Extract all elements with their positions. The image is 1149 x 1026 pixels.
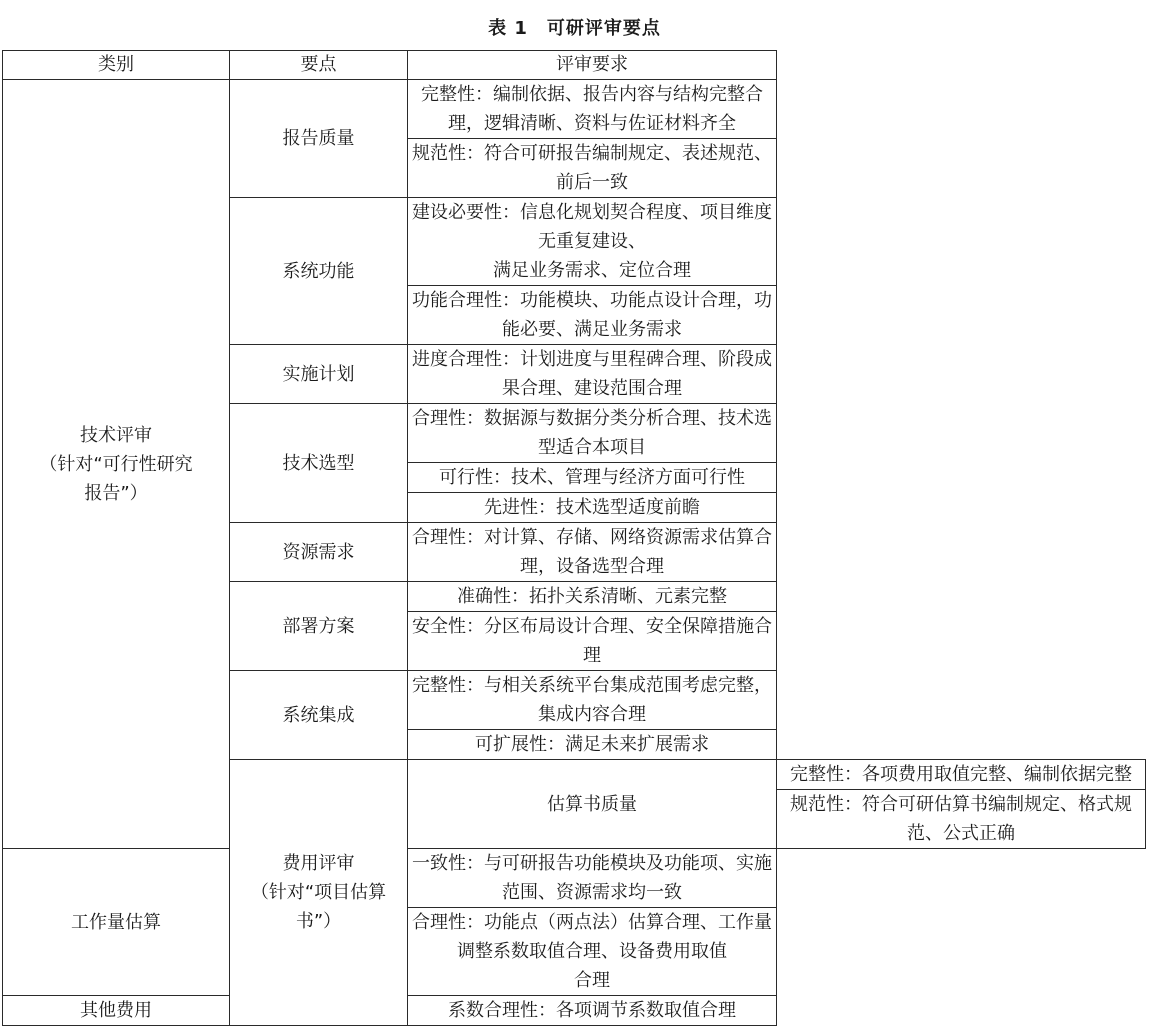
point-cell: 其他费用 xyxy=(3,996,230,1026)
requirement-cell: 规范性：符合可研估算书编制规定、格式规范、公式正确 xyxy=(777,790,1146,849)
requirement-cell: 一致性：与可研报告功能模块及功能项、实施范围、资源需求均一致 xyxy=(408,849,777,908)
review-points-table xyxy=(2,50,1146,1026)
requirement-cell: 进度合理性：计划进度与里程碑合理、阶段成果合理、建设范围合理 xyxy=(408,345,777,404)
point-cell: 系统集成 xyxy=(230,671,408,760)
category-cell-cost xyxy=(230,760,408,1026)
category-scope: （针对“项目估算书”） xyxy=(250,882,387,932)
requirement-cell: 先进性：技术选型适度前瞻 xyxy=(408,493,777,523)
header-requirement: 评审要求 xyxy=(408,51,777,80)
point-cell: 资源需求 xyxy=(230,523,408,582)
requirement-line: 合理性：功能点（两点法）估算合理、工作量调整系数取值合理、设备费用取值 xyxy=(412,912,772,962)
category-cell-technical xyxy=(3,80,230,849)
requirement-cell: 规范性：符合可研报告编制规定、表述规范、前后一致 xyxy=(408,139,777,198)
table-row xyxy=(3,849,1146,908)
header-point: 要点 xyxy=(230,51,408,80)
requirement-line: 建设必要性：信息化规划契合程度、项目维度无重复建设、 xyxy=(412,202,772,252)
requirement-cell: 合理性：对计算、存储、网络资源需求估算合理，设备选型合理 xyxy=(408,523,777,582)
requirement-cell xyxy=(408,908,777,996)
point-cell: 估算书质量 xyxy=(408,760,777,849)
table-header-row xyxy=(3,51,1146,80)
requirement-cell: 可扩展性：满足未来扩展需求 xyxy=(408,730,777,760)
table-caption: 表 1 可研评审要点 xyxy=(488,18,661,39)
table-row xyxy=(3,80,1146,139)
point-cell: 部署方案 xyxy=(230,582,408,671)
table-row xyxy=(3,996,1146,1026)
requirement-cell: 完整性：各项费用取值完整、编制依据完整 xyxy=(777,760,1146,790)
header-category: 类别 xyxy=(3,51,230,80)
requirement-cell: 功能合理性：功能模块、功能点设计合理，功能必要、满足业务需求 xyxy=(408,286,777,345)
point-cell: 系统功能 xyxy=(230,198,408,345)
requirement-cell: 准确性：拓扑关系清晰、元素完整 xyxy=(408,582,777,612)
point-cell: 报告质量 xyxy=(230,80,408,198)
point-cell: 工作量估算 xyxy=(3,849,230,996)
category-scope: （针对“可行性研究 xyxy=(39,453,193,475)
requirement-cell: 合理性：数据源与数据分类分析合理、技术选型适合本项目 xyxy=(408,404,777,463)
category-label: 技术评审 xyxy=(80,424,152,446)
category-label: 费用评审 xyxy=(282,853,355,874)
point-cell: 实施计划 xyxy=(230,345,408,404)
category-scope-cont: 报告”） xyxy=(84,482,148,504)
requirement-line: 合理 xyxy=(574,970,610,991)
requirement-cell: 完整性：与相关系统平台集成范围考虑完整，集成内容合理 xyxy=(408,671,777,730)
requirement-cell: 完整性：编制依据、报告内容与结构完整合理，逻辑清晰、资料与佐证材料齐全 xyxy=(408,80,777,139)
requirement-cell xyxy=(408,198,777,286)
point-cell: 技术选型 xyxy=(230,404,408,523)
requirement-cell: 可行性：技术、管理与经济方面可行性 xyxy=(408,463,777,493)
requirement-line: 满足业务需求、定位合理 xyxy=(493,260,691,281)
requirement-cell: 安全性：分区布局设计合理、安全保障措施合理 xyxy=(408,612,777,671)
requirement-cell: 系数合理性：各项调节系数取值合理 xyxy=(408,996,777,1026)
